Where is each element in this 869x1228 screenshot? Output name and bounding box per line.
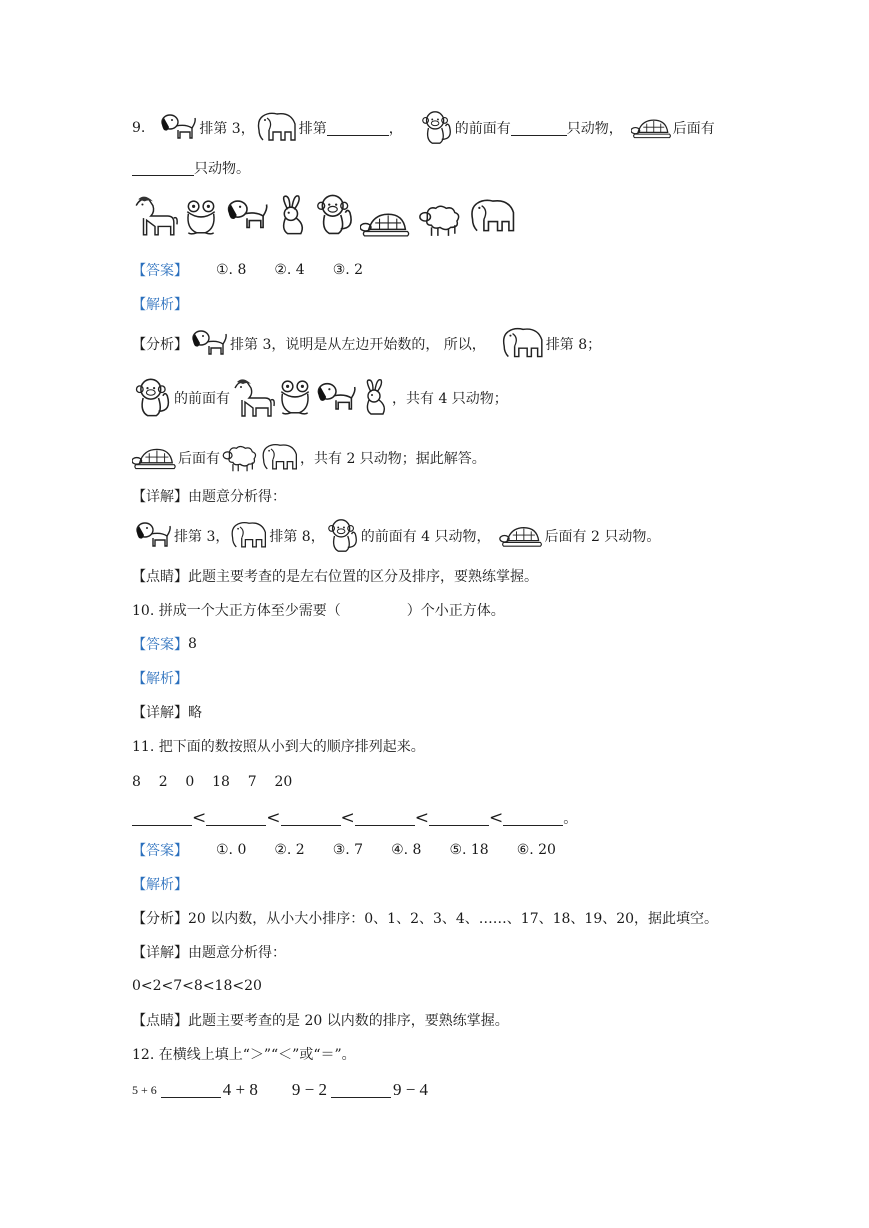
elephant-icon bbox=[468, 196, 518, 238]
q9-text-5: 只动物， bbox=[566, 121, 623, 137]
dianjing-tag: 【点睛】 bbox=[132, 569, 188, 585]
blank-2[interactable] bbox=[511, 121, 567, 136]
blank-3[interactable] bbox=[132, 161, 194, 176]
answer-item: ⑥. 20 bbox=[516, 842, 556, 858]
q9-text-3: ， bbox=[388, 121, 403, 137]
answer-tag: 【答案】 bbox=[132, 637, 188, 653]
fenxi-text: ，共有 2 只动物；据此解答。 bbox=[300, 451, 486, 467]
q10-jiexi bbox=[132, 660, 188, 696]
answer-item: ③. 2 bbox=[332, 262, 364, 278]
q9-line2 bbox=[132, 150, 250, 186]
q9-text-7: 只动物。 bbox=[194, 161, 250, 177]
dianjing-text: 此题主要考查的是 20 以内数的排序，要熟练掌握。 bbox=[188, 1013, 509, 1029]
q9-xiangjie bbox=[132, 478, 286, 514]
q11-xiangjie bbox=[132, 934, 286, 970]
answer-item: ②. 2 bbox=[274, 842, 305, 858]
q9-text-1: 排第 3， bbox=[199, 121, 255, 137]
expr1-left: 5 + 6 bbox=[132, 1082, 157, 1097]
blank-expr2[interactable] bbox=[331, 1083, 391, 1098]
dianjing-text: 此题主要考查的是左右位置的区分及排序，要熟练掌握。 bbox=[188, 569, 538, 585]
q9-line1 bbox=[132, 110, 715, 146]
blank-5[interactable] bbox=[429, 811, 489, 826]
fenxi-tag: 【分析】 bbox=[132, 911, 188, 927]
frog-icon bbox=[182, 198, 220, 238]
q10-text: ）个小正方体。 bbox=[406, 603, 505, 619]
xiangjie-text: 后面有 2 只动物。 bbox=[544, 529, 661, 545]
turtle-icon bbox=[360, 210, 412, 238]
q11-dianjing bbox=[132, 1002, 509, 1038]
answer-item: ②. 4 bbox=[274, 262, 305, 278]
q11-numbers-text: 8 2 0 18 7 20 bbox=[132, 774, 293, 790]
elephant-icon bbox=[260, 441, 300, 475]
less-than-sign: < bbox=[340, 808, 355, 828]
q10-question bbox=[132, 592, 505, 628]
xiangjie-text: 由题意分析得： bbox=[188, 945, 286, 961]
fenxi-text: ，共有 4 只动物； bbox=[392, 391, 508, 407]
q12-question bbox=[132, 1036, 356, 1072]
answer-tag: 【答案】 bbox=[132, 843, 188, 859]
blank-2[interactable] bbox=[206, 811, 266, 826]
answer-item: ①. 0 bbox=[216, 842, 247, 858]
q9-number: 9. bbox=[132, 120, 146, 136]
q12-expressions bbox=[132, 1072, 428, 1108]
dianjing-tag: 【点睛】 bbox=[132, 1013, 188, 1029]
blank-3[interactable] bbox=[281, 811, 341, 826]
monkey-icon bbox=[325, 517, 361, 555]
jiexi-tag: 【解析】 bbox=[132, 297, 188, 313]
dog-icon bbox=[224, 194, 270, 238]
q9-dianjing bbox=[132, 558, 538, 594]
answer-item: ①. 8 bbox=[216, 262, 247, 278]
elephant-icon bbox=[255, 110, 299, 146]
dog-icon bbox=[157, 110, 199, 146]
q11-text: 11. 把下面的数按照从小到大的顺序排列起来。 bbox=[132, 739, 425, 755]
q11-result bbox=[132, 968, 262, 1004]
horse-icon bbox=[132, 194, 178, 238]
answer-tag: 【答案】 bbox=[132, 263, 188, 279]
fenxi-text: 的前面有 bbox=[174, 391, 230, 407]
q9-text-2: 排第 bbox=[298, 121, 327, 137]
q9-xiangjie-detail bbox=[132, 518, 660, 554]
dog-icon bbox=[188, 326, 230, 362]
blank-1[interactable] bbox=[327, 121, 389, 136]
xiangjie-text: 排第 8， bbox=[269, 529, 325, 545]
fenxi-text: 排第 8； bbox=[545, 337, 602, 353]
xiangjie-text: 由题意分析得： bbox=[188, 489, 286, 505]
q10-answer bbox=[132, 626, 197, 662]
fenxi-tag: 【分析】 bbox=[132, 337, 188, 353]
turtle-icon bbox=[499, 524, 545, 548]
q11-fenxi bbox=[132, 900, 718, 936]
q11-numbers bbox=[132, 764, 292, 800]
q9-text-6: 后面有 bbox=[672, 121, 715, 137]
answer-value: 8 bbox=[188, 636, 197, 652]
q9-fenxi-1 bbox=[132, 326, 601, 362]
monkey-icon bbox=[132, 376, 174, 420]
xiangjie-text: 的前面有 4 只动物， bbox=[360, 529, 491, 545]
expr1-right: 4 + 8 bbox=[222, 1080, 258, 1099]
monkey-icon bbox=[314, 192, 356, 238]
q11-answer bbox=[132, 832, 556, 868]
frog-icon bbox=[276, 379, 314, 417]
expr2-right: 9 − 4 bbox=[392, 1080, 429, 1099]
jiexi-tag: 【解析】 bbox=[132, 877, 188, 893]
expr2-left: 9 − 2 bbox=[291, 1080, 327, 1099]
jiexi-tag: 【解析】 bbox=[132, 671, 188, 687]
elephant-icon bbox=[229, 518, 269, 554]
rabbit-icon bbox=[274, 194, 310, 238]
xiangjie-tag: 【详解】 bbox=[132, 489, 188, 505]
sheep-icon bbox=[416, 202, 464, 238]
elephant-icon bbox=[500, 325, 546, 363]
period: 。 bbox=[563, 811, 578, 827]
xiangjie-tag: 【详解】 bbox=[132, 945, 188, 961]
q9-jiexi bbox=[132, 286, 188, 322]
less-than-sign: < bbox=[266, 808, 281, 828]
xiangjie-text: 略 bbox=[188, 705, 202, 721]
answer-item: ⑤. 18 bbox=[449, 842, 489, 858]
answer-item: ④. 8 bbox=[391, 842, 422, 858]
q10-xiangjie bbox=[132, 694, 202, 730]
rabbit-icon bbox=[358, 378, 392, 418]
less-than-sign: < bbox=[192, 808, 207, 828]
turtle-icon bbox=[631, 116, 673, 140]
q9-answer bbox=[132, 252, 363, 288]
result-text: 0<2<7<8<18<20 bbox=[132, 978, 262, 994]
blank-4[interactable] bbox=[355, 811, 415, 826]
less-than-sign: < bbox=[414, 808, 429, 828]
monkey-icon bbox=[419, 109, 455, 147]
q11-blanks bbox=[132, 800, 577, 836]
animal-row bbox=[132, 192, 518, 238]
fenxi-text: 排第 3，说明是从左边开始数的， 所以， bbox=[230, 337, 486, 353]
fenxi-text: 后面有 bbox=[178, 451, 220, 467]
blank-1[interactable] bbox=[132, 811, 192, 826]
fenxi-text: 20 以内数，从小大小排序：0、1、2、3、4、……、17、18、19、20，据此填空。 bbox=[188, 911, 719, 927]
less-than-sign: < bbox=[489, 808, 504, 828]
xiangjie-tag: 【详解】 bbox=[132, 705, 188, 721]
horse-icon bbox=[230, 378, 276, 418]
turtle-icon bbox=[132, 445, 178, 471]
q10-text: 10. 拼成一个大正方体至少需要（ bbox=[132, 603, 341, 619]
q11-question bbox=[132, 728, 425, 764]
q9-fenxi-3 bbox=[132, 440, 486, 476]
q9-text-4: 的前面有 bbox=[454, 121, 511, 137]
dog-icon bbox=[314, 378, 358, 418]
q11-jiexi bbox=[132, 866, 188, 902]
answer-item: ③. 7 bbox=[332, 842, 364, 858]
xiangjie-text: 排第 3， bbox=[174, 529, 230, 545]
blank-6[interactable] bbox=[503, 811, 563, 826]
q9-fenxi-2 bbox=[132, 380, 508, 416]
sheep-icon bbox=[220, 443, 260, 473]
q12-text: 12. 在横线上填上“＞”“＜”或“＝”。 bbox=[132, 1047, 356, 1063]
blank-expr1[interactable] bbox=[161, 1083, 221, 1098]
dog-icon bbox=[132, 518, 174, 554]
